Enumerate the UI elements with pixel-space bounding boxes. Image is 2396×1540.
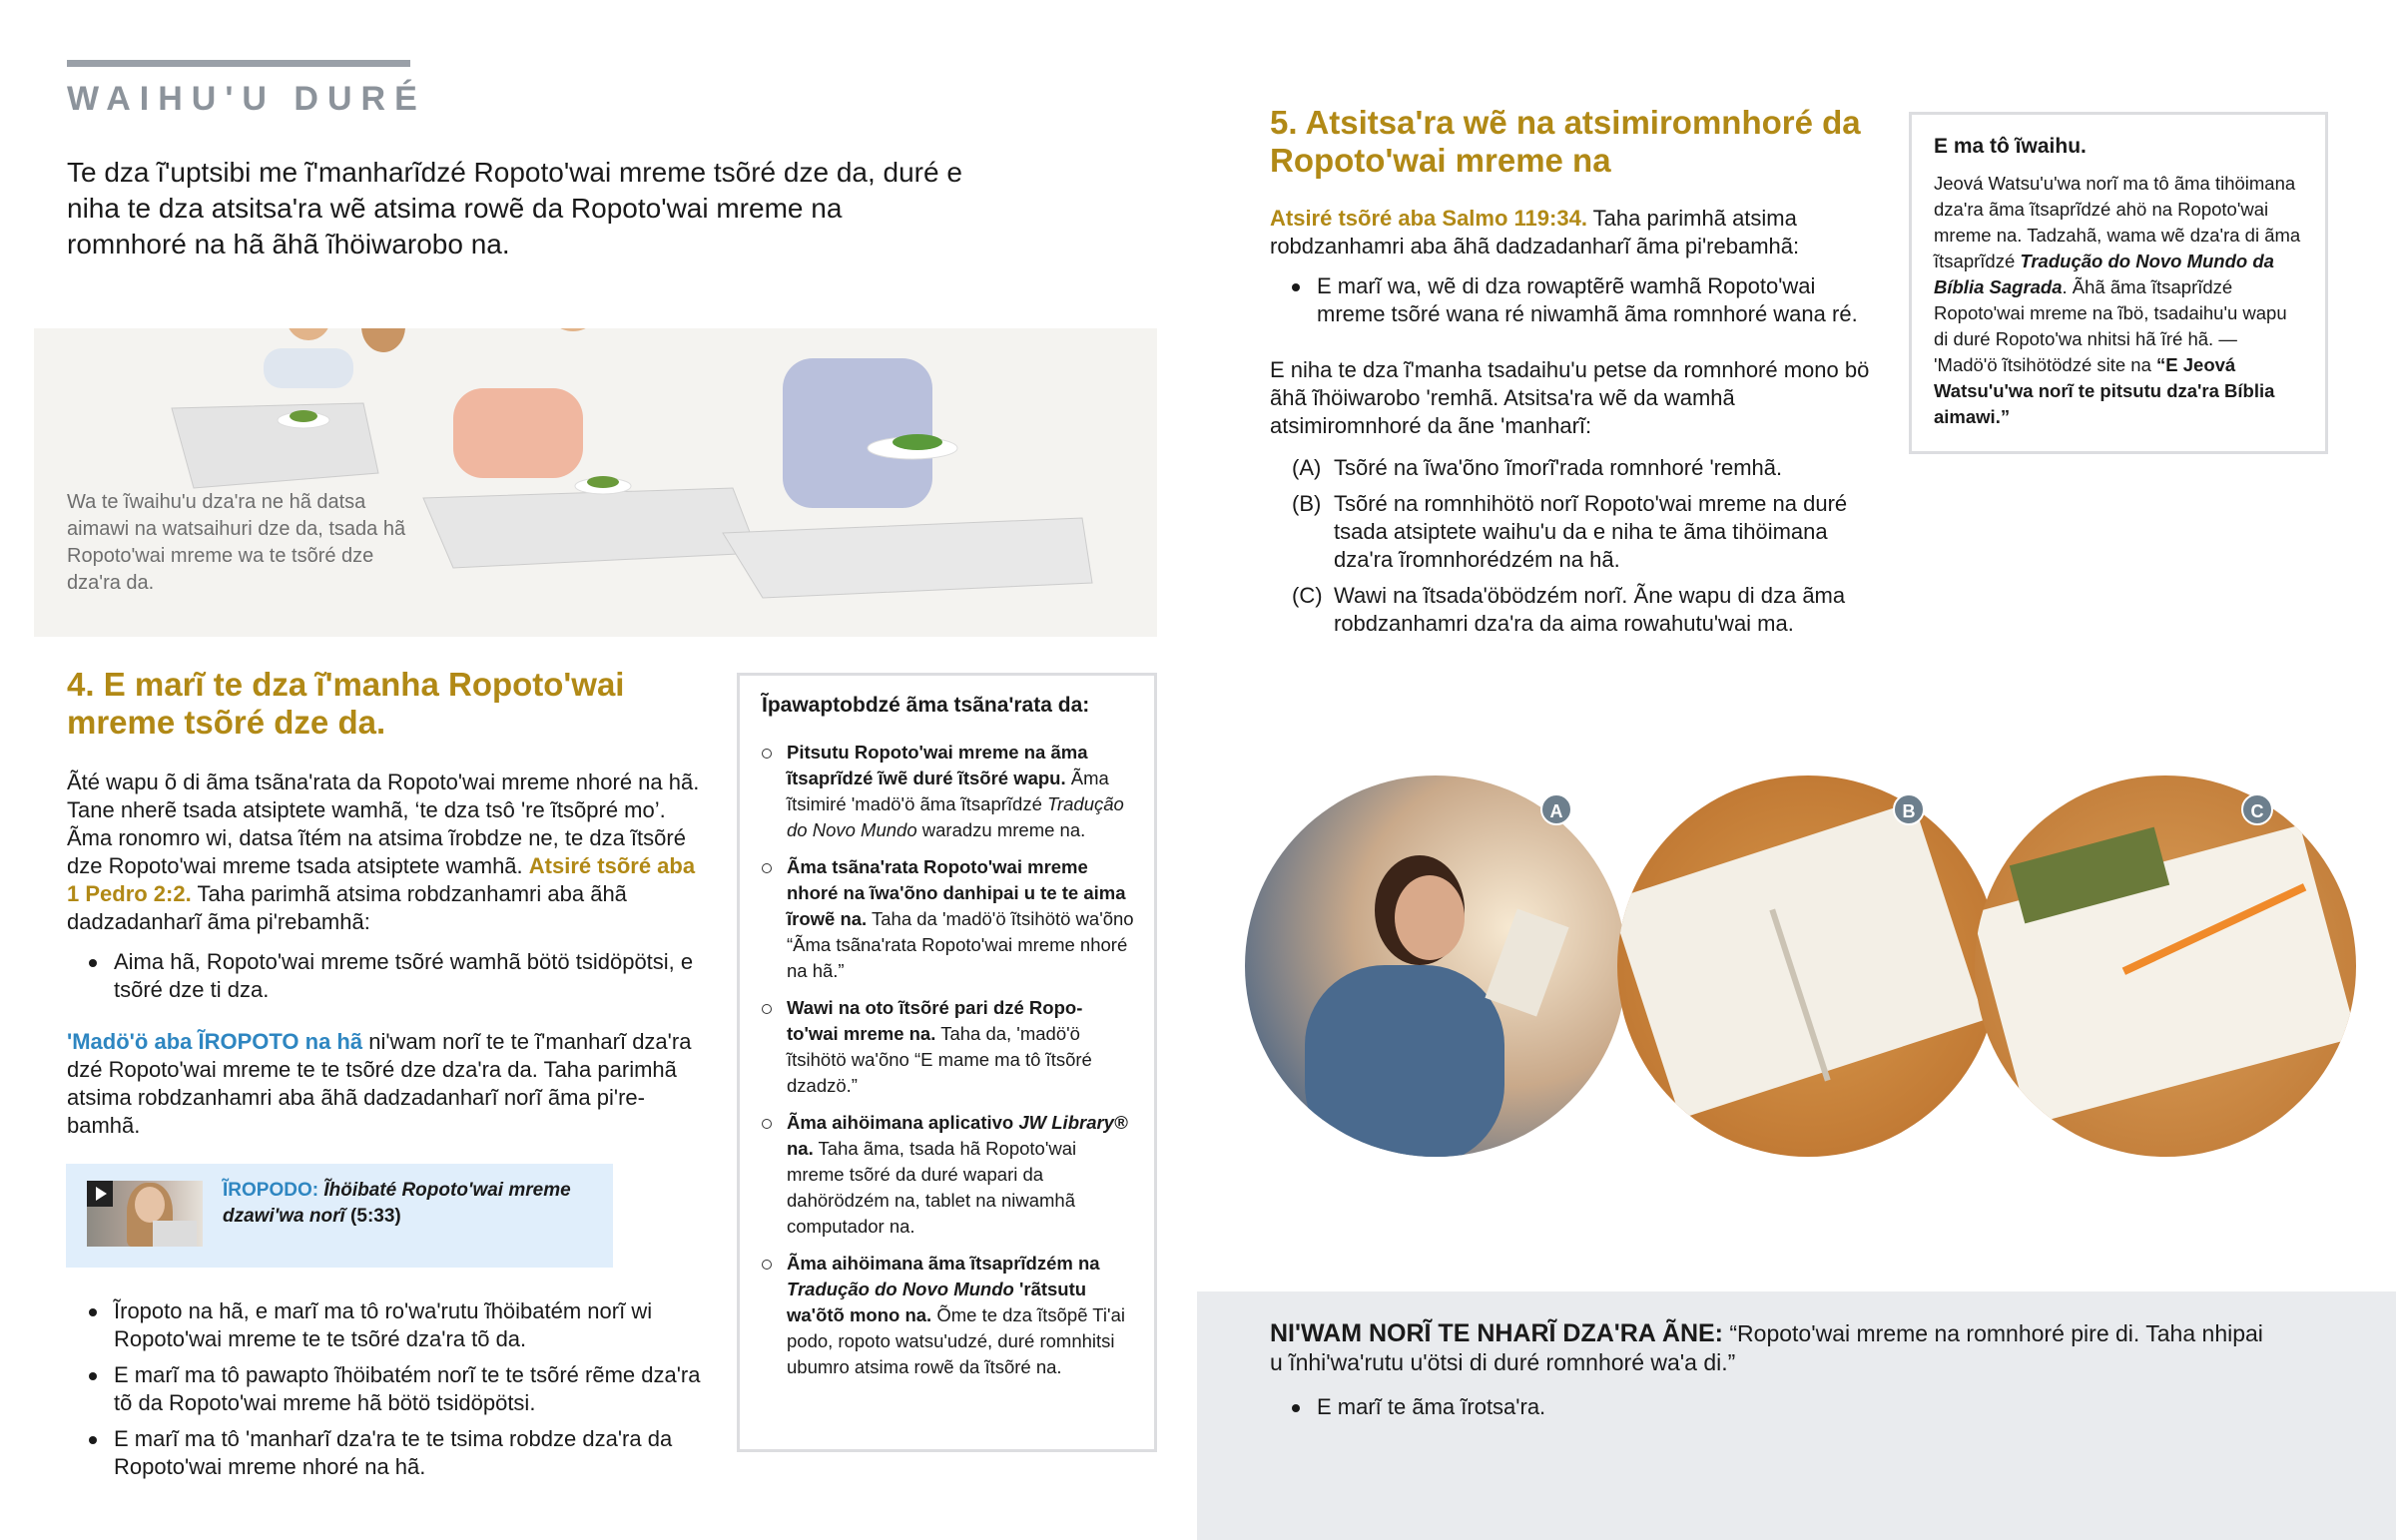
play-icon[interactable] (87, 1181, 113, 1207)
video-link[interactable]: 'Madö'ö aba ĨROPOTO na hã (67, 1029, 363, 1054)
objection-block (1270, 1319, 2268, 1429)
article-link[interactable]: “E Jeová Watsu'u'wa norĩ te pitsutu dza'ra Bíblia aimawi.” (1934, 354, 2275, 427)
paragraph-text: Taha parimhã atsima robdzanhamri aba ãhã dadzadanharĩ ãma pi'rebamhã: (1270, 206, 1800, 258)
sidebar-title: Ĩpawaptobdzé ãma tsãna'rata da: (762, 694, 1090, 717)
photo-a-reading-phone (1245, 775, 1626, 1157)
tip-item: Pitsutu Ropoto'wai mreme na ãma ĩtsaprĩdzé ĩwẽ duré ĩtsõré wapu. Ãma ĩtsimiré 'madö'ö ãma ĩtsaprĩdzé Tradução do Novo Mundo waradzu mreme na. (762, 740, 1134, 843)
intro-text: Te dza ĩ'uptsibi me ĩ'manharĩdzé Ropoto'wai mreme tsõré dze da, duré e niha te dza atsitsa'ra wẽ atsima rowẽ da Ropoto'wai mreme na romnhoré na hã ãhã ĩhöiwarobo na. (67, 157, 962, 259)
tip-item: Ãma aihöimana aplicativo JW Library® na. Taha ãma, tsada hã Ropoto'wai mreme tsõré da duré wapari da dahörödzém na, tablet na niwamhã computador na. (762, 1110, 1134, 1240)
section-rule (67, 60, 410, 67)
section-4-body (67, 769, 706, 1140)
scripture-reference[interactable]: Atsiré tsõré aba 1 Pedro 2:2. (67, 853, 696, 906)
photo-label-c: C (2241, 793, 2273, 825)
question-bullet: E marĩ te ãma ĩrotsa'ra. (1270, 1393, 2268, 1421)
photo-label-b: B (1893, 793, 1925, 825)
illustration-caption: Wa te ĩwaihu'u dza'ra ne hã datsa aimawi na watsaihuri dze da, tsada hã Ropoto'wai mreme wa te tsõré dze dza'ra da. (67, 491, 406, 594)
section-5-heading: 5. Atsitsa'ra wẽ na atsimiromnhoré da Ropoto'wai mreme na (1270, 104, 1861, 179)
section-5-paragraph (1270, 205, 1889, 260)
video-duration: (5:33) (350, 1206, 401, 1227)
question-bullet: E marĩ wa, wẽ di dza rowaptẽrẽ wamhã Ropoto'wai mreme tsõré wana ré niwamhã ãma romnhoré wana ré. (1270, 272, 1889, 328)
tips-sidebar (737, 673, 1157, 1452)
video-questions (67, 1297, 706, 1489)
photo-c-marking-book (1975, 775, 2356, 1157)
paragraph-text: ni'wam norĩ te te ĩ'manharĩ dza'ra dzé Ropoto'wai mreme te te tsõré dze dza'ra da. Taha parimhã atsima robdzanhamri aba ãhã dadzadanharĩ norĩ ãma pi're-bamhã. (67, 1029, 692, 1138)
video-label: ĨROPODO: (223, 1180, 319, 1201)
tip-item: Ãma tsãna'rata Ropoto'wai mreme nhoré na ĩwa'õno danhipai u te te aima ĩrowẽ na. Taha da 'madö'ö ĩtsihötö wa'õno “Ãma tsãna'rata Ropoto'wai mreme nhoré na hã.” (762, 854, 1134, 984)
photo-label-a: A (1540, 793, 1572, 825)
video-thumbnail[interactable] (87, 1181, 203, 1247)
paragraph-text: Taha parimhã atsima robdzanhamri aba ãhã dadzadanharĩ ãma pi'rebamhã: (67, 881, 627, 934)
info-box-title: E ma tô ĩwaihu. (1934, 135, 2087, 158)
video-instruction (67, 1028, 706, 1140)
info-box-text: Jeová Watsu'u'wa norĩ ma tô ãma tihöimana dza'ra ãma ĩtsaprĩdzé ahö na Ropoto'wai mreme na. Tadzahã, wama wẽ dza'ra di ãma ĩtsaprĩdzé Tradução do Novo Mundo da Bíblia Sagrada. Ãhã ãma ĩtsaprĩdzé Ropoto'wai mreme na ĩbö, tsadaihu'u wapu di duré Ropoto'wa nhitsi hã ĩré hã. — 'Madö'ö ĩtsihötödzé site na “E Jeová Watsu'u'wa norĩ te pitsutu dza'ra Bíblia aimawi.” (1934, 173, 2301, 427)
photo-b-reading-book (1617, 775, 1999, 1157)
question-bullet: E marĩ ma tô pawapto ĩhöibatém norĩ te te tsõré rẽme dza'ra tõ da Ropoto'wai mreme hã bötö tsidöpötsi. (67, 1361, 706, 1417)
question-bullet: Aima hã, Ropoto'wai mreme tsõré wamhã bötö tsidöpötsi, e tsõré dze ti dza. (67, 948, 706, 1004)
tip-item: Wawi na oto ĩtsõré pari dzé Ropo-to'wai mreme na. Taha da, 'madö'ö ĩtsihötö wa'õno “E mame ma tô ĩtsõré dzadzö.” (762, 995, 1134, 1099)
section-4-paragraph (67, 769, 706, 936)
section-5-body (1270, 205, 1889, 646)
question-bullet: E marĩ ma tô 'manharĩ dza'ra te te tsima robdze dza'ra da Ropoto'wai mreme nhoré na hã. (67, 1425, 706, 1481)
video-title[interactable]: Ĩhöibaté Ropoto'wai mreme dzawi'wa norĩ (223, 1180, 571, 1227)
video-card[interactable] (66, 1164, 613, 1268)
question-bullet: Ĩropoto na hã, e marĩ ma tô ro'wa'rutu ĩhöibatém norĩ wi Ropoto'wai mreme te te tsõré dza'ra tõ da. (67, 1297, 706, 1353)
scripture-reference[interactable]: Atsiré tsõré aba Salmo 119:34. (1270, 206, 1587, 231)
section-kicker: WAIHU'U DURÉ (67, 80, 426, 118)
section-4-heading: 4. E marĩ te dza ĩ'manha Ropoto'wai mreme tsõré dze da. (67, 666, 625, 741)
option-c: (C) Wawi na ĩtsada'öbödzém norĩ. Ãne wapu di dza ãma robdzanhamri dza'ra da aima rowahutu'wai ma. (1292, 583, 1846, 636)
info-box (1909, 112, 2328, 454)
option-a: (A) Tsõré na ĩwa'õno ĩmorĩ'rada romnhoré 'remhã. (1292, 455, 1783, 480)
paragraph-text: Ãté wapu õ di ãma tsãna'rata da Ropoto'wai mreme nhoré na hã. Tane nherẽ tsada atsiptete wamhã, ‘te dza tsô 're ĩtsõpré mo’. Ãma ronomro wi, datsa ĩtém na atsima ĩrobdze ne, te dza ĩtsõré dze Ropoto'wai mreme tsada atsiptete wamhã. (67, 770, 700, 878)
objection-label: NI'WAM NORĨ TE NHARĨ DZA'RA ÃNE: (1270, 1319, 1723, 1347)
objection-quote: “Ropoto'wai mreme na romnhoré pire di. Taha nhipai u ĩnhi'wa'rutu u'ötsi di duré romnhoré wa'a di.” (1270, 1320, 2263, 1375)
option-b: (B) Tsõré na romnhihötö norĩ Ropoto'wai mreme na duré tsada atsiptete waihu'u da e niha te ãma tihöimana dza'ra ĩromnhorédzém na hã. (1292, 491, 1848, 572)
tip-item: Ãma aihöimana ãma ĩtsaprĩdzém na Tradução do Novo Mundo 'rãtsutu wa'õtõ mono na. Õme te dza ĩtsõpẽ Ti'ai podo, ropoto watsu'udzé, duré romnhitsi ubumro atsima rowẽ da ĩtsõré na. (762, 1251, 1134, 1380)
section-5-paragraph-2: E niha te dza ĩ'manha tsadaihu'u petse da romnhoré mono bö ãhã ĩhöiwarobo 'remhã. Atsitsa'ra wẽ da wamhã atsimiromnhoré da ãne 'manharĩ: (1270, 357, 1870, 438)
